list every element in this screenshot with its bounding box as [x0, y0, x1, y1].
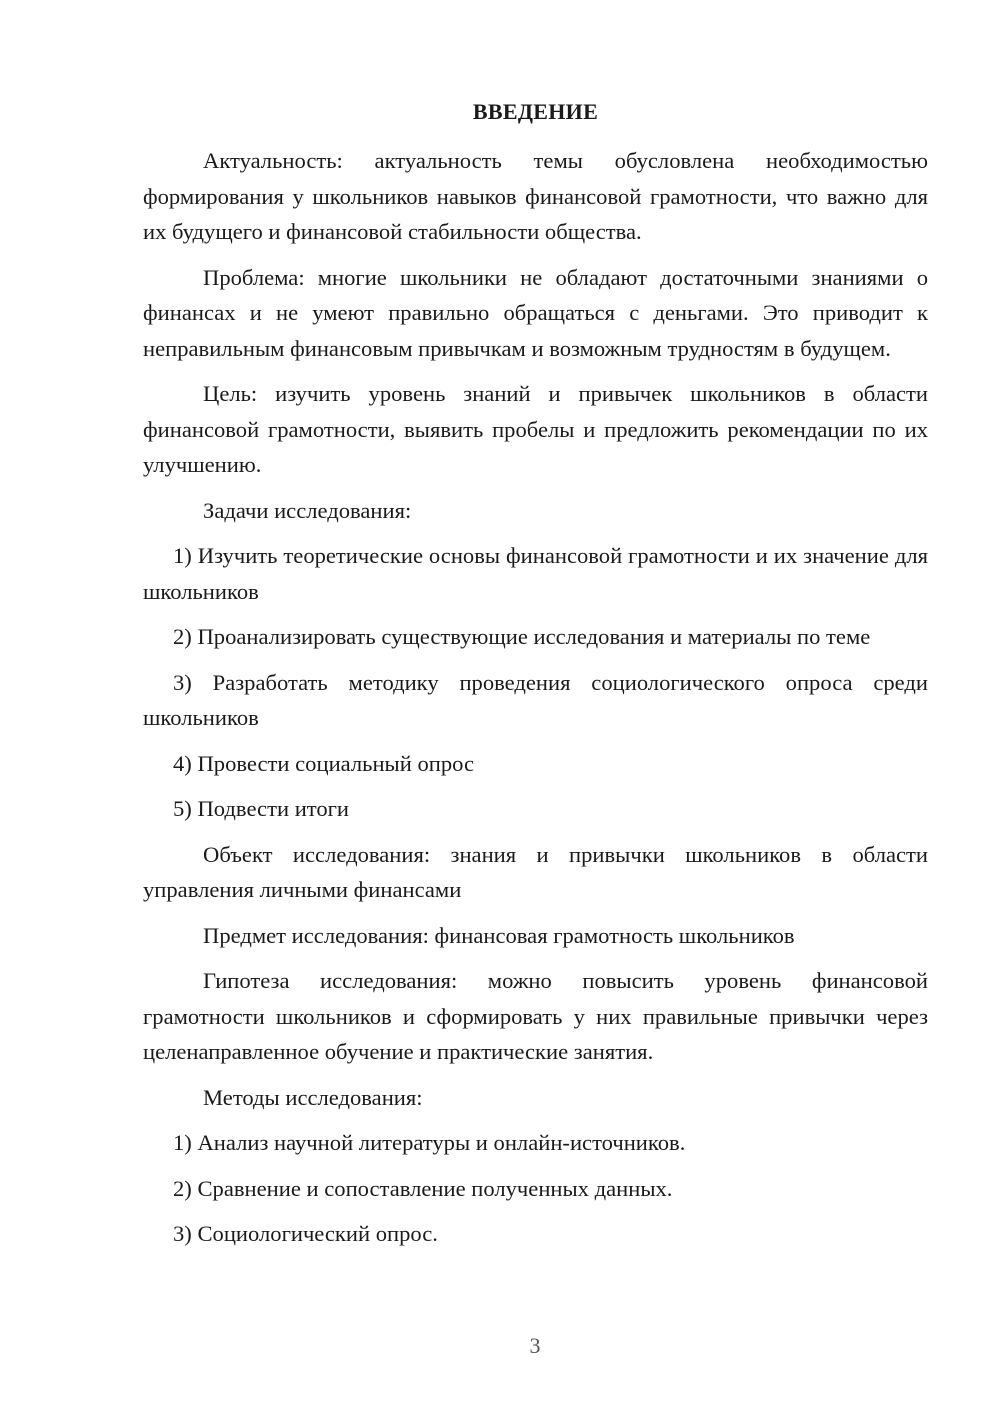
page-content [143, 98, 928, 1262]
problem-paragraph: Проблема: многие школьники не обладают достаточными знаниями о финансах и не умеют правильно обращаться с деньгами. Это приводит к неправильным финансовым привычкам и возможным трудностям в будущем. [143, 264, 928, 361]
task-item: 2) Проанализировать существующие исследования и материалы по теме [173, 624, 871, 649]
relevance-paragraph: Актуальность: актуальность темы обусловлена необходимостью формирования у школьников навыков финансовой грамотности, что важно для их будущего и финансовой стабильности общества. [143, 148, 928, 244]
task-item: 5) Подвести итоги [173, 796, 350, 821]
methods-heading: Методы исследования: [203, 1084, 423, 1110]
hypothesis-paragraph: Гипотеза исследования: можно повысить уровень финансовой грамотности школьников и сформировать у них правильные привычки через целенаправленное обучение и практические занятия. [143, 968, 928, 1064]
page-number: 3 [529, 1333, 541, 1358]
page-title: ВВЕДЕНИЕ [472, 99, 599, 124]
task-item: 1) Изучить теоретические основы финансовой грамотности и их значение для школьников [143, 543, 928, 604]
goal-paragraph: Цель: изучить уровень знаний и привычек школьников в области финансовой грамотности, выявить пробелы и предложить рекомендации по их улучшению. [143, 381, 928, 477]
method-item: 1) Анализ научной литературы и онлайн-источников. [173, 1130, 686, 1155]
tasks-heading: Задачи исследования: [203, 497, 412, 523]
method-item: 2) Сравнение и сопоставление полученных данных. [173, 1175, 673, 1201]
object-paragraph: Объект исследования: знания и привычки школьников в области управления личными финансами [143, 841, 928, 902]
subject-paragraph: Предмет исследования: финансовая грамотность школьников [203, 922, 795, 948]
task-item: 4) Провести социальный опрос [173, 750, 475, 776]
task-item: 3) Разработать методику проведения социологического опроса среди школьников [143, 669, 928, 730]
method-item: 3) Социологический опрос. [173, 1221, 438, 1246]
